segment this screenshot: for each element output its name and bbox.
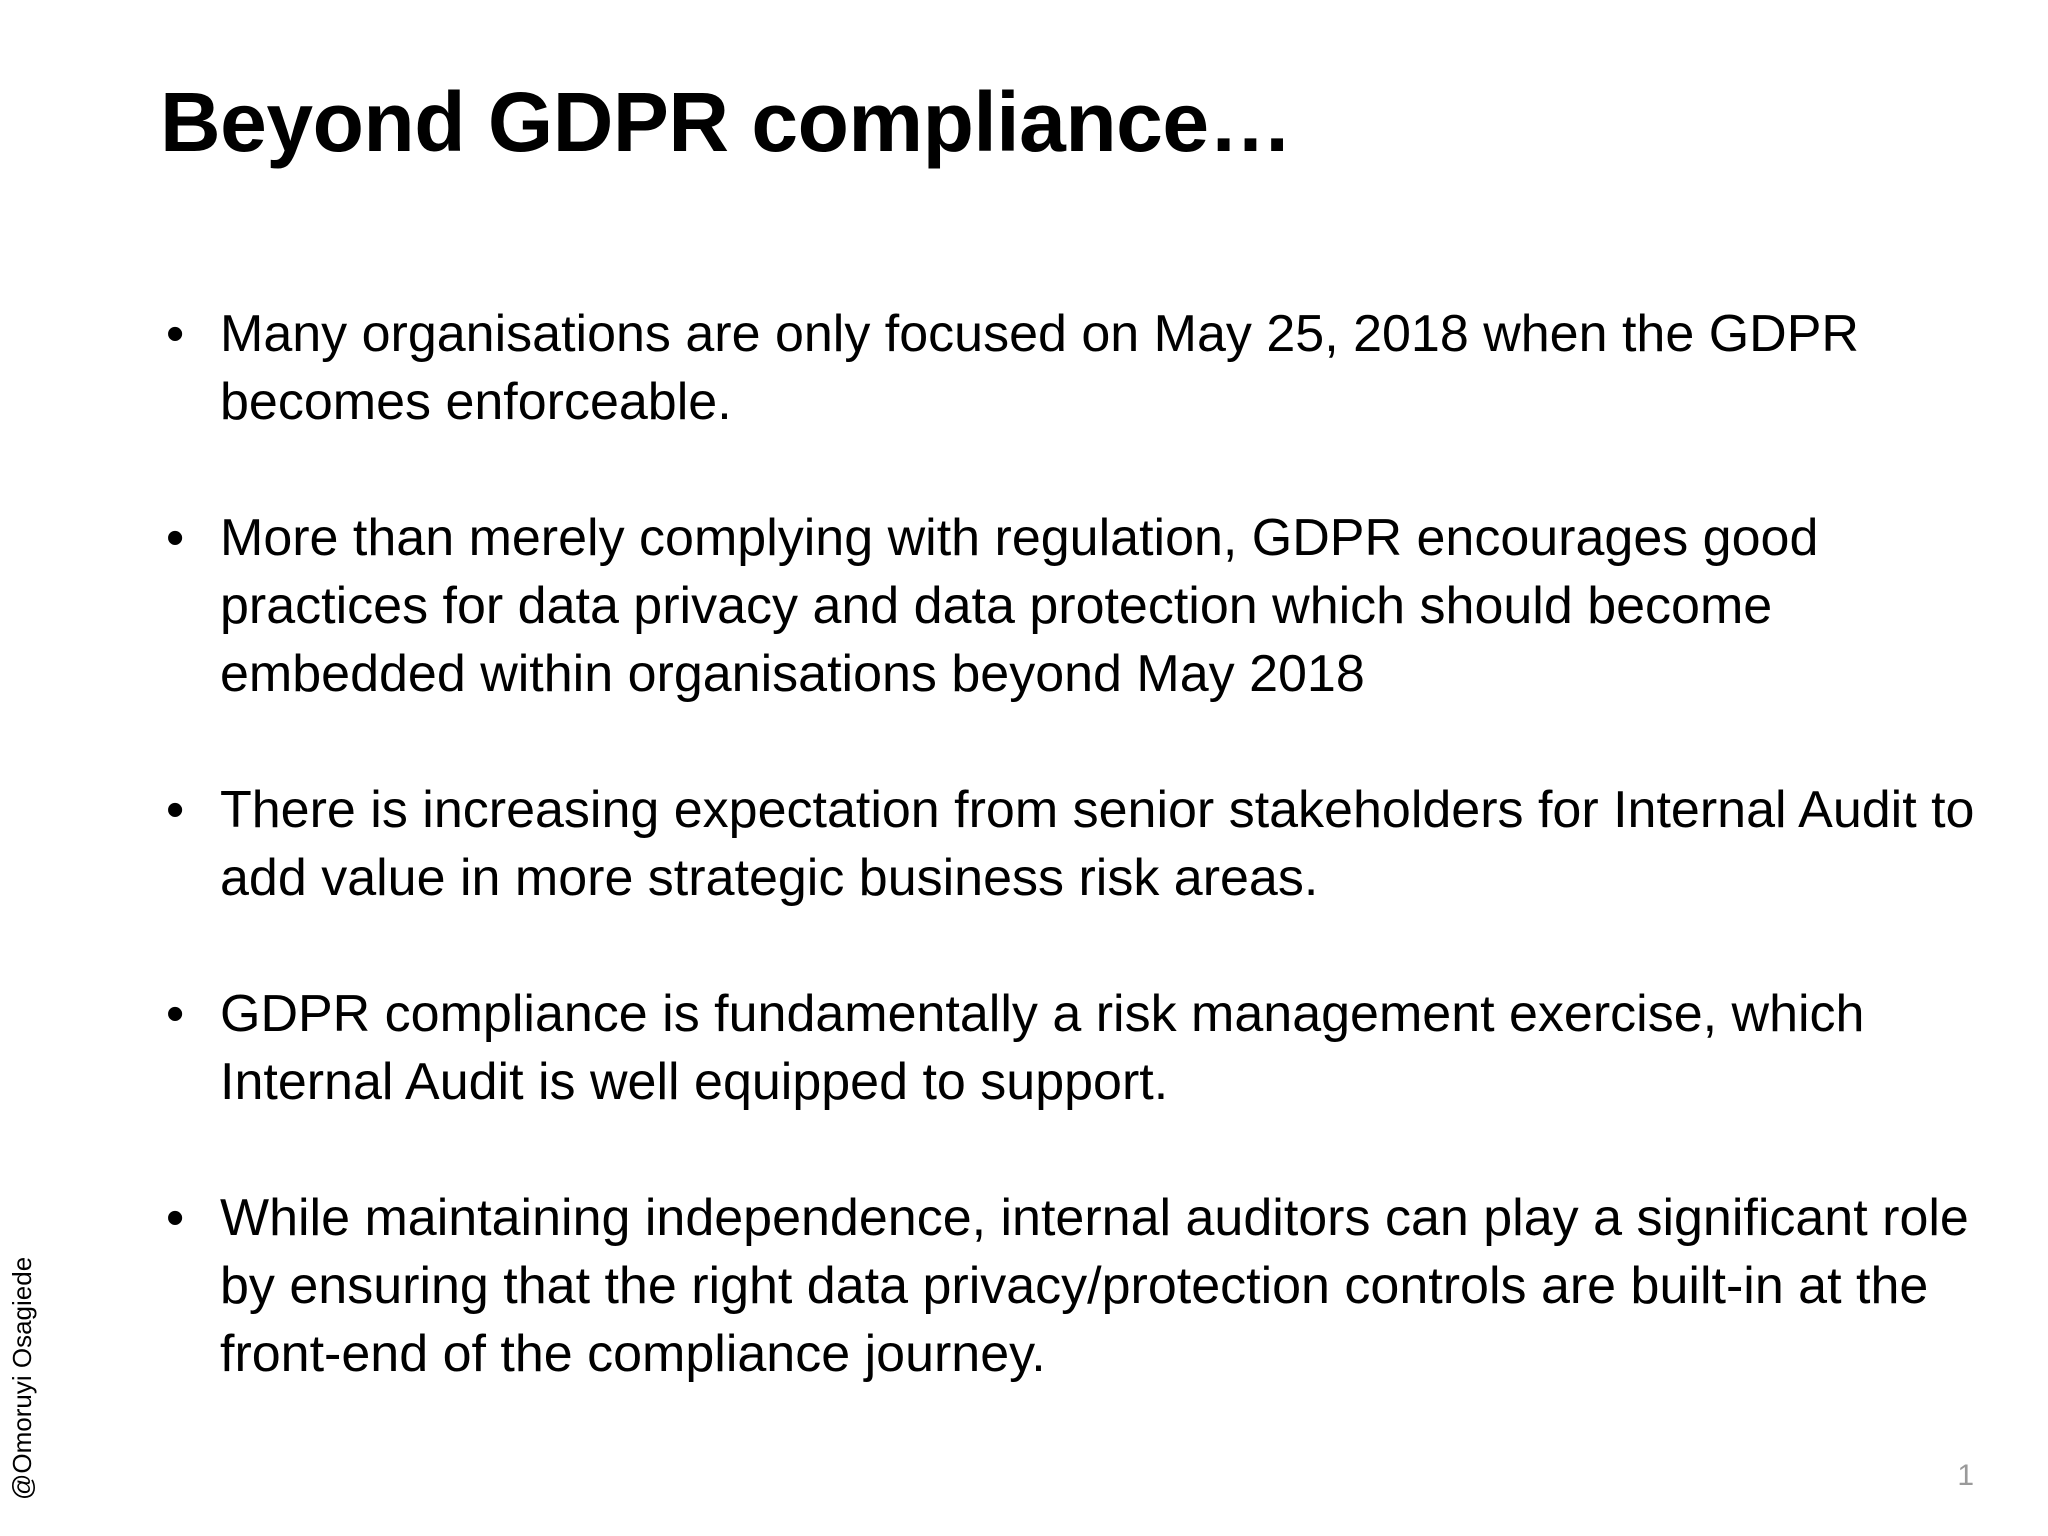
- bullet-marker: •: [166, 1189, 185, 1247]
- bullet-text: More than merely complying with regulation, GDPR encourages good practices for data privacy and data protection which should become embedded within organisations beyond May 2018: [220, 509, 1819, 703]
- bullet-marker: •: [166, 305, 185, 363]
- bullet-item: [160, 300, 1980, 436]
- author-credit: @Omoruyi Osagiede: [7, 1256, 37, 1500]
- bullet-text: GDPR compliance is fundamentally a risk management exercise, which Internal Audit is well equipped to support.: [220, 985, 1865, 1111]
- bullet-item: [160, 980, 1980, 1116]
- bullet-item: [160, 776, 1980, 912]
- bullet-text: While maintaining independence, internal auditors can play a significant role by ensuring that the right data privacy/protection controls are built-in at the front-end of the compliance journey.: [220, 1189, 1969, 1383]
- slide-title: Beyond GDPR compliance…: [160, 75, 1293, 169]
- bullet-text: There is increasing expectation from senior stakeholders for Internal Audit to add value in more strategic business risk areas.: [220, 781, 1975, 907]
- bullet-list: [160, 300, 1980, 1456]
- bullet-item: [160, 504, 1980, 708]
- bullet-text: Many organisations are only focused on May 25, 2018 when the GDPR becomes enforceable.: [220, 305, 1859, 431]
- page-number: 1: [1957, 1459, 1974, 1492]
- bullet-marker: •: [166, 985, 185, 1043]
- bullet-item: [160, 1184, 1980, 1388]
- bullet-marker: •: [166, 781, 185, 839]
- bullet-marker: •: [166, 509, 185, 567]
